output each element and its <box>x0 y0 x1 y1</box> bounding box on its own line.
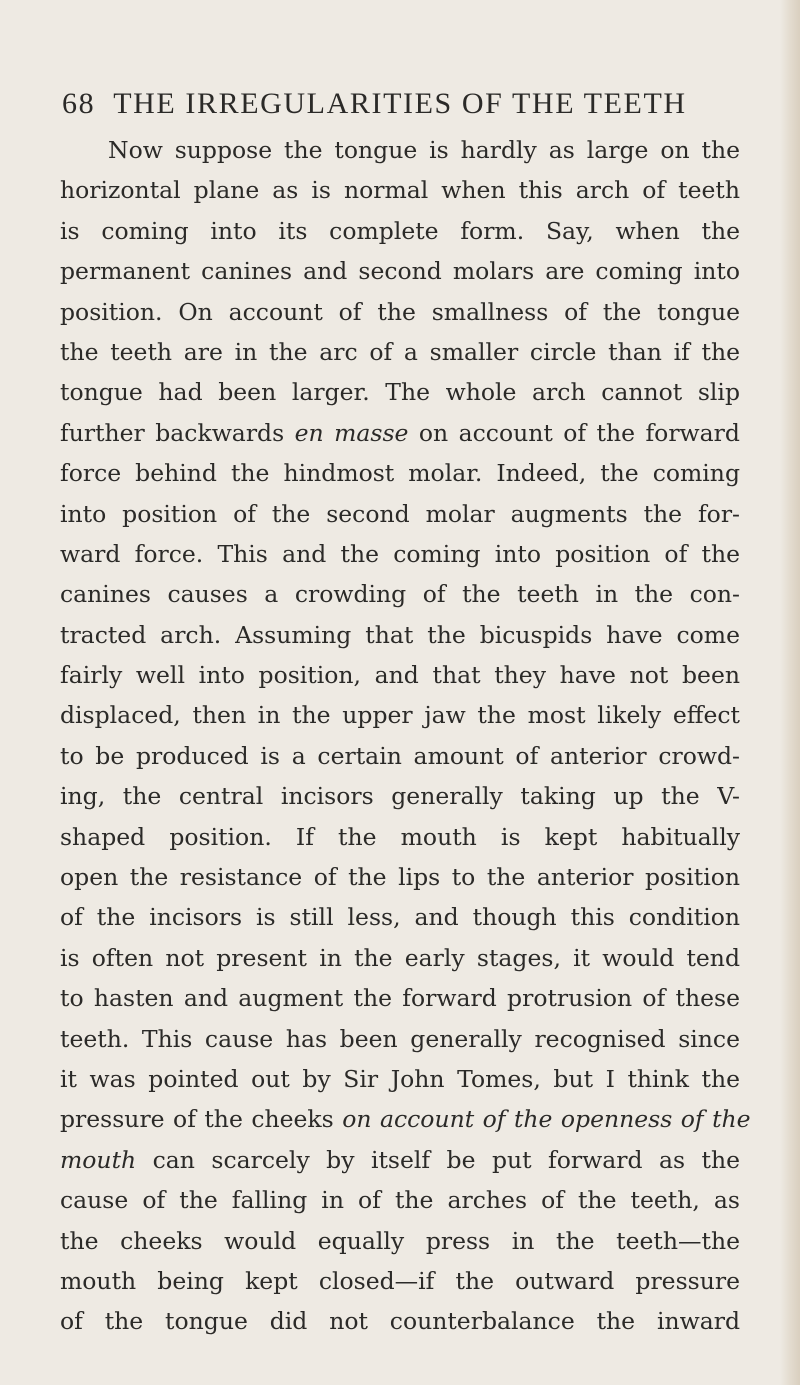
text-line: is often not present in the early stages, it would tend <box>60 943 740 972</box>
text-line: horizontal plane as is normal when this arch of teeth <box>60 176 740 205</box>
text-line: the teeth are in the arc of a smaller circle than if the <box>60 337 740 366</box>
text-line: Now suppose the tongue is hardly as large on the <box>108 136 740 164</box>
text-line: of the tongue did not counterbalance the inward <box>60 1307 740 1336</box>
text-line: teeth. This cause has been generally recognised since <box>60 1024 740 1053</box>
text-line: open the resistance of the lips to the anterior position <box>60 863 740 892</box>
text-line: force behind the hindmost molar. Indeed, the coming <box>60 459 740 488</box>
text-line: permanent canines and second molars are coming into <box>60 257 740 286</box>
text-segment: on account of the forward <box>418 418 740 447</box>
text-segment: can scarcely by itself be put forward as the <box>152 1145 740 1174</box>
italic-phrase: mouth <box>60 1145 137 1174</box>
text-line: to be produced is a certain amount of anterior crowd- <box>60 741 740 770</box>
text-line: into position of the second molar augments the for- <box>60 499 740 528</box>
text-line <box>60 1099 751 1139</box>
text-line <box>60 1140 740 1180</box>
text-segment: pressure of the cheeks <box>60 1105 334 1134</box>
text-line: displaced, then in the upper jaw the most likely effect <box>60 701 740 730</box>
text-segment: further backwards <box>60 418 285 447</box>
italic-phrase: on account of the openness of the <box>342 1105 751 1134</box>
text-line <box>60 413 740 453</box>
page-number: 68 <box>62 87 96 120</box>
text-line: tracted arch. Assuming that the bicuspids have come <box>60 620 740 649</box>
text-line: canines causes a crowding of the teeth in the con- <box>60 580 740 609</box>
text-line: ing, the central incisors generally taking up the V- <box>60 782 740 811</box>
text-line: cause of the falling in of the arches of the teeth, as <box>60 1186 740 1215</box>
text-line: ward force. This and the coming into position of the <box>60 539 740 568</box>
text-line: fairly well into position, and that they have not been <box>60 661 740 690</box>
text-line: it was pointed out by Sir John Tomes, but I think the <box>60 1064 740 1093</box>
running-head <box>62 86 722 122</box>
text-line: mouth being kept closed—if the outward pressure <box>60 1266 740 1295</box>
italic-phrase: en masse <box>294 418 409 447</box>
text-line: of the incisors is still less, and though this condition <box>60 903 740 932</box>
page-edge-shadow <box>780 0 800 1385</box>
text-line: to hasten and augment the forward protrusion of these <box>60 984 740 1013</box>
text-line: shaped position. If the mouth is kept habitually <box>60 822 740 851</box>
text-line: is coming into its complete form. Say, when the <box>60 216 740 245</box>
body-text <box>60 130 751 1342</box>
text-line: the cheeks would equally press in the teeth—the <box>60 1226 740 1255</box>
running-title: THE IRREGULARITIES OF THE TEETH <box>113 87 687 120</box>
text-line: tongue had been larger. The whole arch cannot slip <box>60 378 740 407</box>
text-line: position. On account of the smallness of the tongue <box>60 297 740 326</box>
